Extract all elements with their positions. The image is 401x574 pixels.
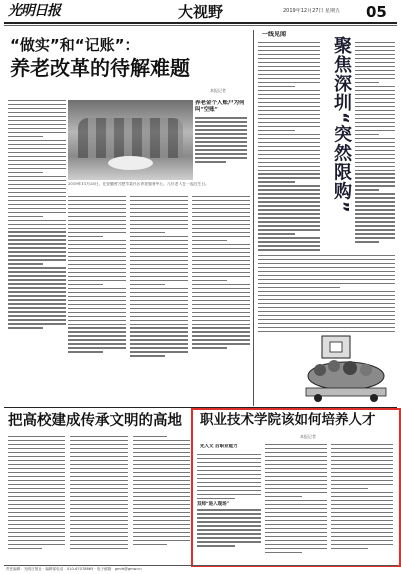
column-body-b	[355, 42, 395, 252]
lead-body-col4	[192, 196, 250, 406]
bottom-right-headline: 职业技术学院该如何培养人才	[200, 412, 376, 428]
section-title: 大视野	[178, 3, 224, 21]
column-label: 一线见闻	[262, 31, 287, 38]
column-body-c	[258, 255, 395, 335]
photo-cake	[108, 156, 153, 170]
lead-body-col3	[130, 196, 188, 406]
bottom-left-body	[8, 436, 190, 562]
bottom-right-body-a	[197, 454, 261, 559]
bottom-right-section-label: 双师“进入现场”	[197, 501, 230, 507]
bottom-right-subhead: 先人文 后职业能力	[200, 444, 238, 449]
photo-figures	[78, 118, 183, 158]
issue-weekday: 星期五	[325, 8, 341, 14]
header-rule-thin	[4, 25, 397, 26]
column-vertical-title: 聚焦深圳“突然限购”	[331, 36, 352, 214]
photo-caption: 2019年11月20日，在安徽省合肥市某社区养老服务中心，几位老人在一起过生日。	[68, 182, 209, 186]
inset-title: 养老金个人账户为何叫“空账”	[195, 100, 245, 114]
bottom-right-body-b	[265, 444, 327, 559]
lead-photo	[68, 100, 193, 180]
footer-rule	[4, 565, 397, 566]
lead-headline: 养老改革的待解难题	[10, 56, 190, 80]
issue-date-text: 2019年12月27日	[283, 8, 324, 14]
cartoon-illustration	[300, 330, 392, 404]
inset-box	[195, 100, 247, 180]
header-rule	[4, 22, 397, 24]
lead-body-col2	[68, 196, 126, 406]
column-body-a	[258, 42, 320, 252]
cartoon-svg	[300, 330, 392, 404]
lead-kicker: “做实”和“记账”：	[10, 36, 140, 54]
lead-byline: 本报记者	[210, 88, 226, 93]
bottom-right-body-c	[331, 444, 393, 559]
footer-text: 责任编辑：光明日报社 · 编辑部电话：010-67078865 · 电子邮箱：gmrb@gmw.cn	[6, 567, 142, 571]
column-divider	[253, 30, 254, 406]
lead-body-col1	[8, 100, 66, 405]
issue-date	[283, 8, 363, 18]
bottom-right-byline: 本报记者	[300, 434, 316, 439]
masthead-logo: 光明日报	[8, 3, 60, 19]
bottom-left-headline: 把高校建成传承文明的高地	[8, 412, 182, 429]
page-number: 05	[366, 3, 387, 21]
